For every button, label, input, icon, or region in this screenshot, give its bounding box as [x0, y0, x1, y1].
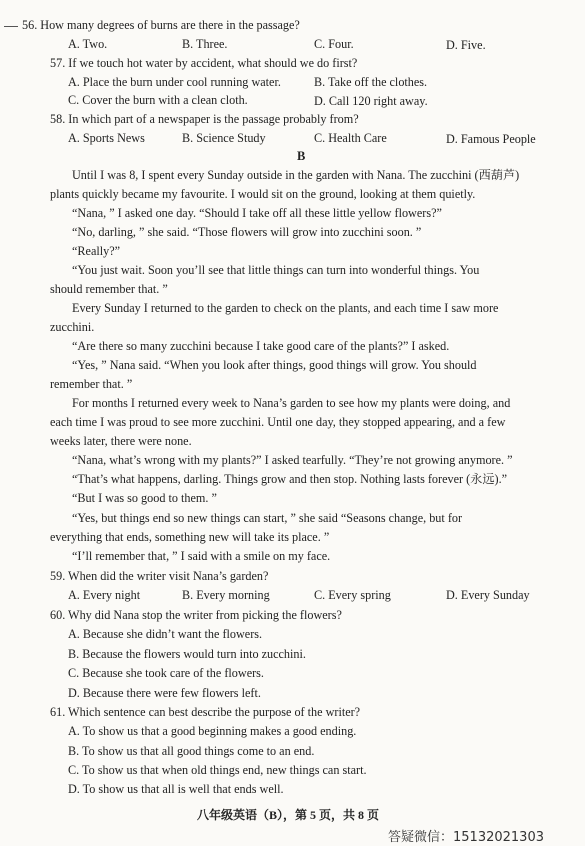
- question-59-option-d: D. Every Sunday: [446, 588, 530, 602]
- question-61-stem: 61. Which sentence can best describe the purpose of the writer?: [50, 705, 361, 719]
- question-59-option-b: B. Every morning: [182, 588, 270, 602]
- passage-line: plants quickly became my favourite. I would sit on the ground, looking at them quietly.: [50, 187, 476, 201]
- passage-line: “You just wait. Soon you’ll see that little things can turn into wonderful things. You: [72, 263, 480, 277]
- section-b-heading: B: [297, 149, 306, 163]
- contact-text: 答疑微信：15132021303: [388, 830, 544, 845]
- passage-line: should remember that. ”: [50, 282, 168, 296]
- question-58-stem: 58. In which part of a newspaper is the passage probably from?: [50, 112, 359, 126]
- question-60-option-d: D. Because there were few flowers left.: [68, 686, 261, 700]
- passage-line: Until I was 8, I spent every Sunday outside in the garden with Nana. The zucchini (西葫芦): [72, 168, 520, 182]
- passage-line: “Really?”: [72, 244, 121, 258]
- question-57-option-d: D. Call 120 right away.: [314, 94, 428, 108]
- passage-line: “Are there so many zucchini because I take good care of the plants?” I asked.: [72, 339, 450, 353]
- passage-line: remember that. ”: [50, 377, 133, 391]
- page-footer: 八年级英语（B），第 5 页，共 8 页: [197, 808, 380, 822]
- question-56-option-a: A. Two.: [68, 37, 108, 51]
- question-57-option-b: B. Take off the clothes.: [314, 75, 428, 89]
- question-61-option-d: D. To show us that all is well that ends well.: [68, 782, 284, 796]
- question-60-option-c: C. Because she took care of the flowers.: [68, 666, 264, 680]
- passage-line: “Yes, but things end so new things can start, ” she said “Seasons change, but for: [72, 511, 463, 525]
- question-60-stem: 60. Why did Nana stop the writer from picking the flowers?: [50, 608, 342, 622]
- question-56-option-c: C. Four.: [314, 37, 354, 51]
- question-57-stem: 57. If we touch hot water by accident, what should we do first?: [50, 56, 358, 70]
- passage-line: weeks later, there were none.: [50, 434, 192, 448]
- question-59-option-c: C. Every spring: [314, 588, 391, 602]
- question-60-option-b: B. Because the flowers would turn into zucchini.: [68, 647, 306, 661]
- question-58-option-d: D. Famous People: [446, 132, 536, 146]
- question-61-option-b: B. To show us that all good things come to an end.: [68, 744, 315, 758]
- passage-line: For months I returned every week to Nana’s garden to see how my plants were doing, and: [72, 396, 511, 410]
- question-59-option-a: A. Every night: [68, 588, 141, 602]
- passage-line: “I’ll remember that, ” I said with a smile on my face.: [72, 549, 331, 563]
- question-58-option-a: A. Sports News: [68, 131, 145, 145]
- question-56-stem: 56. How many degrees of burns are there in the passage?: [22, 18, 300, 32]
- question-61-option-a: A. To show us that a good beginning makes a good ending.: [68, 724, 357, 738]
- question-58-option-c: C. Health Care: [314, 131, 387, 145]
- passage-line: “No, darling, ” she said. “Those flowers will grow into zucchini soon. ”: [72, 225, 422, 239]
- passage-line: each time I was proud to see more zucchini. Until one day, they stopped appearing, and a few: [50, 415, 506, 429]
- question-57-option-a: A. Place the burn under cool running water.: [68, 75, 281, 89]
- passage-line: “But I was so good to them. ”: [72, 491, 217, 505]
- question-58-option-b: B. Science Study: [182, 131, 266, 145]
- question-61-option-c: C. To show us that when old things end, new things can start.: [68, 763, 367, 777]
- question-59-stem: 59. When did the writer visit Nana’s garden?: [50, 569, 269, 583]
- passage-line: “That’s what happens, darling. Things grow and then stop. Nothing lasts forever (永远).”: [72, 472, 508, 486]
- question-60-option-a: A. Because she didn’t want the flowers.: [68, 627, 263, 641]
- passage-line: “Nana, ” I asked one day. “Should I take off all these little yellow flowers?”: [72, 206, 442, 220]
- question-57-option-c: C. Cover the burn with a clean cloth.: [68, 93, 248, 107]
- question-56-option-d: D. Five.: [446, 38, 486, 52]
- passage-line: “Yes, ” Nana said. “When you look after things, good things will grow. You should: [72, 358, 477, 372]
- passage-line: zucchini.: [50, 320, 95, 334]
- question-56-option-b: B. Three.: [182, 37, 228, 51]
- passage-line: everything that ends, something new will take its place. ”: [50, 530, 330, 544]
- passage-line: Every Sunday I returned to the garden to check on the plants, and each time I saw more: [72, 301, 499, 315]
- margin-dash: [4, 26, 18, 27]
- passage-line: “Nana, what’s wrong with my plants?” I asked tearfully. “They’re not growing anymore. ”: [72, 453, 513, 467]
